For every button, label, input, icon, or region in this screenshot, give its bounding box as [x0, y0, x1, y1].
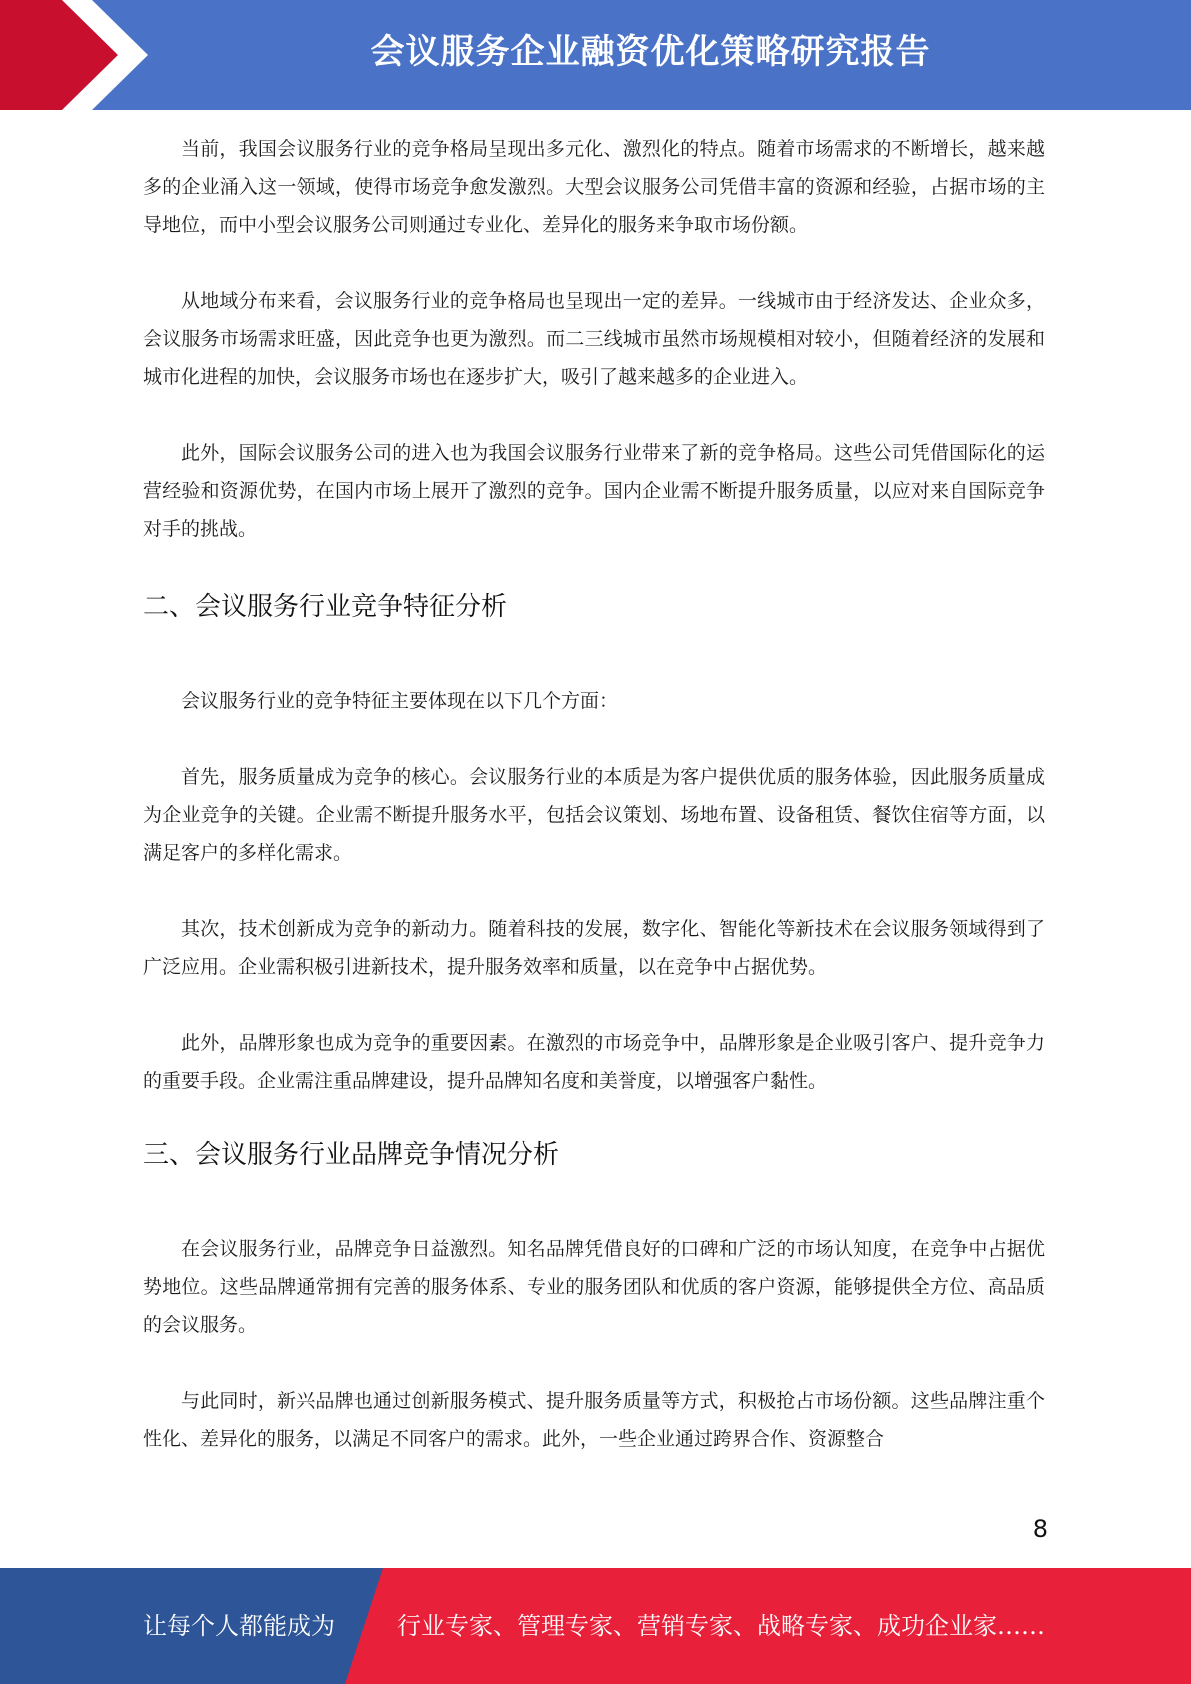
paragraph: 当前，我国会议服务行业的竞争格局呈现出多元化、激烈化的特点。随着市场需求的不断增长，越来越多的企业涌入这一领域，使得市场竞争愈发激烈。大型会议服务公司凭借丰富的资源和经验，占据市场的主导地位，而中小型会议服务公司则通过专业化、差异化的服务来争取市场份额。: [143, 138, 1045, 236]
footer-slogan-right: 行业专家、管理专家、营销专家、战略专家、成功企业家……: [397, 1612, 1045, 1640]
paragraph: 会议服务行业的竞争特征主要体现在以下几个方面：: [181, 690, 619, 712]
page-footer: [0, 1568, 1191, 1684]
paragraph: 与此同时，新兴品牌也通过创新服务模式、提升服务质量等方式，积极抢占市场份额。这些品牌注重个性化、差异化的服务，以满足不同客户的需求。此外，一些企业通过跨界合作、资源整合: [143, 1390, 1045, 1450]
paragraph: 此外，国际会议服务公司的进入也为我国会议服务行业带来了新的竞争格局。这些公司凭借国际化的运营经验和资源优势，在国内市场上展开了激烈的竞争。国内企业需不断提升服务质量，以应对来自国际竞争对手的挑战。: [143, 442, 1045, 540]
section-heading: 三、会议服务行业品牌竞争情况分析: [143, 1140, 560, 1170]
paragraph: 首先，服务质量成为竞争的核心。会议服务行业的本质是为客户提供优质的服务体验，因此服务质量成为企业竞争的关键。企业需不断提升服务水平，包括会议策划、场地布置、设备租赁、餐饮住宿等方面，以满足客户的多样化需求。: [143, 766, 1045, 864]
paragraph: 从地域分布来看，会议服务行业的竞争格局也呈现出一定的差异。一线城市由于经济发达、企业众多，会议服务市场需求旺盛，因此竞争也更为激烈。而二三线城市虽然市场规模相对较小，但随着经济的发展和城市化进程的加快，会议服务市场也在逐步扩大，吸引了越来越多的企业进入。: [143, 290, 1045, 388]
page-header: [0, 0, 1191, 110]
section-heading: 二、会议服务行业竞争特征分析: [143, 592, 508, 622]
header-chevron-icon: [0, 0, 160, 110]
footer-slogan-left: 让每个人都能成为: [143, 1612, 335, 1640]
paragraph: 此外，品牌形象也成为竞争的重要因素。在激烈的市场竞争中，品牌形象是企业吸引客户、提升竞争力的重要手段。企业需注重品牌建设，提升品牌知名度和美誉度，以增强客户黏性。: [143, 1032, 1045, 1092]
page-content: [143, 130, 1045, 1458]
paragraph: 在会议服务行业，品牌竞争日益激烈。知名品牌凭借良好的口碑和广泛的市场认知度，在竞争中占据优势地位。这些品牌通常拥有完善的服务体系、专业的服务团队和优质的客户资源，能够提供全方位、高品质的会议服务。: [143, 1238, 1045, 1336]
page-number: 8: [1032, 1515, 1048, 1543]
paragraph: 其次，技术创新成为竞争的新动力。随着科技的发展，数字化、智能化等新技术在会议服务领域得到了广泛应用。企业需积极引进新技术，提升服务效率和质量，以在竞争中占据优势。: [143, 918, 1045, 978]
report-title: 会议服务企业融资优化策略研究报告: [370, 32, 931, 72]
